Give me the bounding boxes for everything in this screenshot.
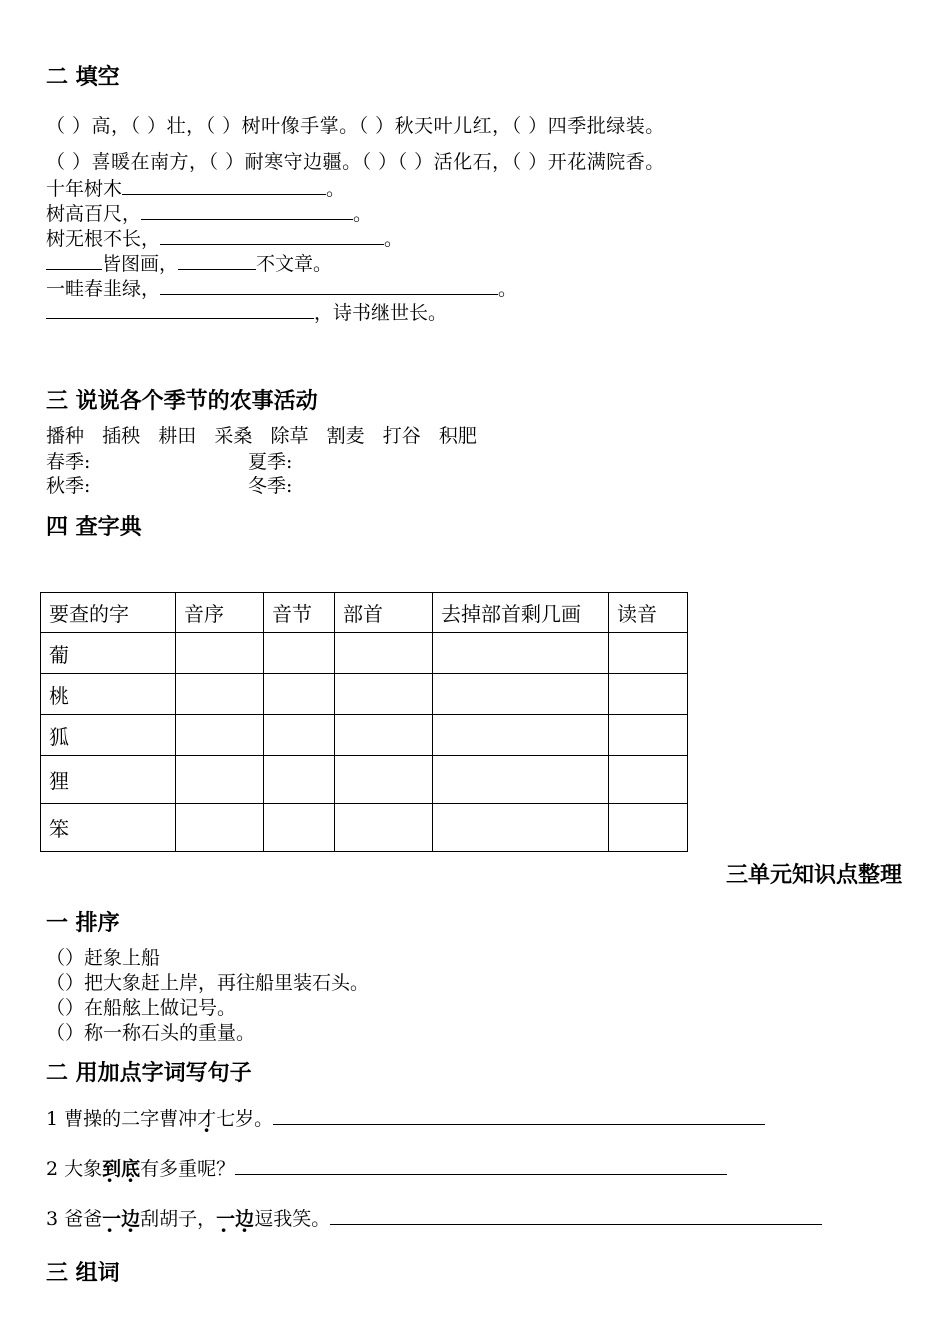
season-summer: 夏季: (248, 451, 293, 473)
order-item: （）赶象上船 (46, 947, 161, 969)
section-seasons-title: 三 说说各个季节的农事活动 (46, 389, 318, 414)
table-cell[interactable] (264, 756, 335, 804)
sentence-1: 1 曹操的二字曹冲才七岁。 (46, 1106, 765, 1131)
table-cell[interactable] (609, 804, 688, 852)
answer-blank[interactable] (122, 176, 326, 195)
table-cell[interactable] (176, 756, 264, 804)
proverb-5: 一畦春韭绿， 。 (46, 278, 518, 300)
proverb-1: 十年树木 。 (46, 178, 346, 200)
season-autumn: 秋季: (46, 475, 91, 497)
answer-blank[interactable] (46, 300, 314, 319)
answer-blank[interactable] (330, 1206, 822, 1225)
table-cell[interactable] (264, 804, 335, 852)
section-sentence-title: 二 用加点字词写句子 (46, 1061, 252, 1086)
table-char-cell: 狸 (41, 756, 176, 804)
table-cell[interactable] (176, 804, 264, 852)
table-cell[interactable] (264, 633, 335, 674)
table-header: 读音 (609, 593, 688, 633)
table-cell[interactable] (264, 715, 335, 756)
table-cell[interactable] (335, 633, 433, 674)
table-cell[interactable] (335, 756, 433, 804)
section-dictionary-title: 四 查字典 (46, 515, 142, 540)
fill-row-1: （ ）高，（ ）壮，（ ）树叶像手掌。（ ）秋天叶儿红，（ ）四季批绿装。 (46, 115, 665, 137)
section-words-title: 三 组词 (46, 1261, 120, 1286)
proverb-2: 树高百尺， 。 (46, 203, 373, 225)
table-header: 部首 (335, 593, 433, 633)
table-cell[interactable] (609, 674, 688, 715)
table-char-cell: 葡 (41, 633, 176, 674)
answer-blank[interactable] (235, 1156, 727, 1175)
table-cell[interactable] (609, 756, 688, 804)
table-header: 音节 (264, 593, 335, 633)
season-winter: 冬季: (248, 475, 293, 497)
table-cell[interactable] (176, 633, 264, 674)
proverb-3: 树无根不长， 。 (46, 228, 404, 250)
table-cell[interactable] (609, 715, 688, 756)
table-cell[interactable] (335, 715, 433, 756)
table-char-cell: 笨 (41, 804, 176, 852)
order-item: （）称一称石头的重量。 (46, 1022, 256, 1044)
table-cell[interactable] (433, 674, 609, 715)
unit3-title: 三单元知识点整理 (725, 863, 902, 888)
table-cell[interactable] (176, 674, 264, 715)
table-cell[interactable] (335, 804, 433, 852)
fill-row-2: （ ）喜暖在南方，（ ）耐寒守边疆。（ ）（ ）活化石，（ ）开花满院香。 (46, 151, 665, 173)
section-order-title: 一 排序 (46, 911, 120, 936)
table-cell[interactable] (433, 804, 609, 852)
answer-blank[interactable] (273, 1106, 765, 1125)
sentence-2: 2 大象到底 · ·有多重呢？ (46, 1156, 727, 1181)
table-header: 音序 (176, 593, 264, 633)
answer-blank[interactable] (160, 276, 498, 295)
table-header: 去掉部首剩几画 (433, 593, 609, 633)
activities-list: 播种 插秧 耕田 采桑 除草 割麦 打谷 积肥 (46, 425, 477, 447)
answer-blank[interactable] (160, 226, 384, 245)
answer-blank[interactable] (46, 251, 102, 270)
season-spring: 春季: (46, 451, 91, 473)
table-header: 要查的字 (41, 593, 176, 633)
table-char-cell: 狐 (41, 715, 176, 756)
table-char-cell: 桃 (41, 674, 176, 715)
order-item: （）把大象赶上岸，再往船里装石头。 (46, 972, 370, 994)
proverb-6: ，诗书继世长。 (46, 300, 447, 325)
proverb-4: 皆图画， 不文章。 (46, 251, 332, 276)
table-cell[interactable] (335, 674, 433, 715)
table-cell[interactable] (176, 715, 264, 756)
table-cell[interactable] (433, 633, 609, 674)
table-cell[interactable] (433, 756, 609, 804)
answer-blank[interactable] (141, 201, 353, 220)
table-cell[interactable] (609, 633, 688, 674)
order-item: （）在船舷上做记号。 (46, 997, 237, 1019)
table-cell[interactable] (264, 674, 335, 715)
answer-blank[interactable] (178, 251, 256, 270)
dictionary-table (40, 592, 688, 852)
section-fill-title: 二 填空 (46, 65, 120, 90)
table-cell[interactable] (433, 715, 609, 756)
sentence-3: 3 爸爸一边 · ·刮胡子，一边 · ·逗我笑。 (46, 1206, 822, 1231)
